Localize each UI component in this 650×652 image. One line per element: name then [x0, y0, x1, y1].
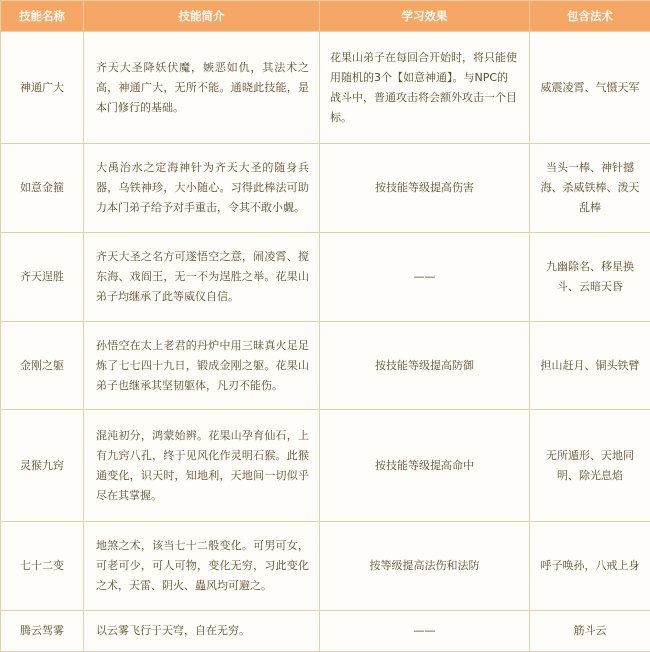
header-learn-effect: 学习效果 [320, 1, 530, 32]
skill-effect: 按技能等级提高伤害 [320, 144, 530, 233]
skill-spells: 筋斗云 [530, 611, 650, 652]
skill-effect: 按技能等级提高防御 [320, 322, 530, 410]
skill-desc: 齐天大圣之名方可遂悟空之意，闹凌霄、搅东海、戏阎王，无一不为逞胜之举。花果山弟子均继承了此等威仪自信。 [84, 233, 320, 322]
skill-name: 神通广大 [1, 32, 84, 144]
table-row [1, 233, 650, 322]
skill-desc: 大禹治水之定海神针为齐天大圣的随身兵器，乌铁神珍，大小随心。习得此棒法可助力本门弟子给予对手重击，令其不敢小觑。 [84, 144, 320, 233]
header-row [1, 1, 650, 32]
skill-spells: 当头一棒、神针撼海、杀威铁棒、泼天乱棒 [530, 144, 650, 233]
header-spells: 包含法术 [530, 1, 650, 32]
table-row [1, 322, 650, 410]
skill-desc: 孙悟空在太上老君的丹炉中用三昧真火足足炼了七七四十九日，锻成金刚之躯。花果山弟子也继承其坚韧躯体，凡刃不能伤。 [84, 322, 320, 410]
skill-effect: 按等级提高法伤和法防 [320, 522, 530, 611]
table-row [1, 144, 650, 233]
skill-name: 腾云驾雾 [1, 611, 84, 652]
skill-effect: —— [320, 611, 530, 652]
skill-name: 金刚之躯 [1, 322, 84, 410]
header-skill-desc: 技能简介 [84, 1, 320, 32]
skill-spells: 九幽除名、移星换斗、云暗天昏 [530, 233, 650, 322]
skill-spells: 呼子唤孙，八戒上身 [530, 522, 650, 611]
header-skill-name: 技能名称 [1, 1, 84, 32]
skill-spells: 威震凌霄、气慑天军 [530, 32, 650, 144]
skill-name: 如意金箍 [1, 144, 84, 233]
table-row [1, 32, 650, 144]
skill-effect: 按技能等级提高命中 [320, 410, 530, 522]
skill-spells: 无所遁形、天地同明、除光息焰 [530, 410, 650, 522]
skill-name: 七十二变 [1, 522, 84, 611]
skill-desc: 混沌初分，鸿蒙始辨。花果山孕育仙石，上有九窍八孔，终于见风化作灵明石猴。此猴通变化，识天时，知地利，天地间一切似乎尽在其掌握。 [84, 410, 320, 522]
skill-desc: 地煞之术，该当七十二般变化。可男可女，可老可少，可人可物，变化无穷，习此变化之术，天雷、阴火、蟲风均可避之。 [84, 522, 320, 611]
table-row [1, 522, 650, 611]
skill-desc: 齐天大圣降妖伏魔，嫉恶如仇，其法术之高，神通广大，无所不能。通晓此技能，是本门修行的基础。 [84, 32, 320, 144]
skill-name: 齐天逞胜 [1, 233, 84, 322]
table-row [1, 611, 650, 652]
skill-spells: 担山赶月、铜头铁臂 [530, 322, 650, 410]
skill-effect: —— [320, 233, 530, 322]
table-row [1, 410, 650, 522]
skill-name: 灵猴九窍 [1, 410, 84, 522]
skill-desc: 以云雾飞行于天穹，自在无穷。 [84, 611, 320, 652]
skill-effect: 花果山弟子在每回合开始时，将只能使用随机的3个【如意神通】。与NPC的战斗中，普通攻击将会额外攻击一个目标。 [320, 32, 530, 144]
